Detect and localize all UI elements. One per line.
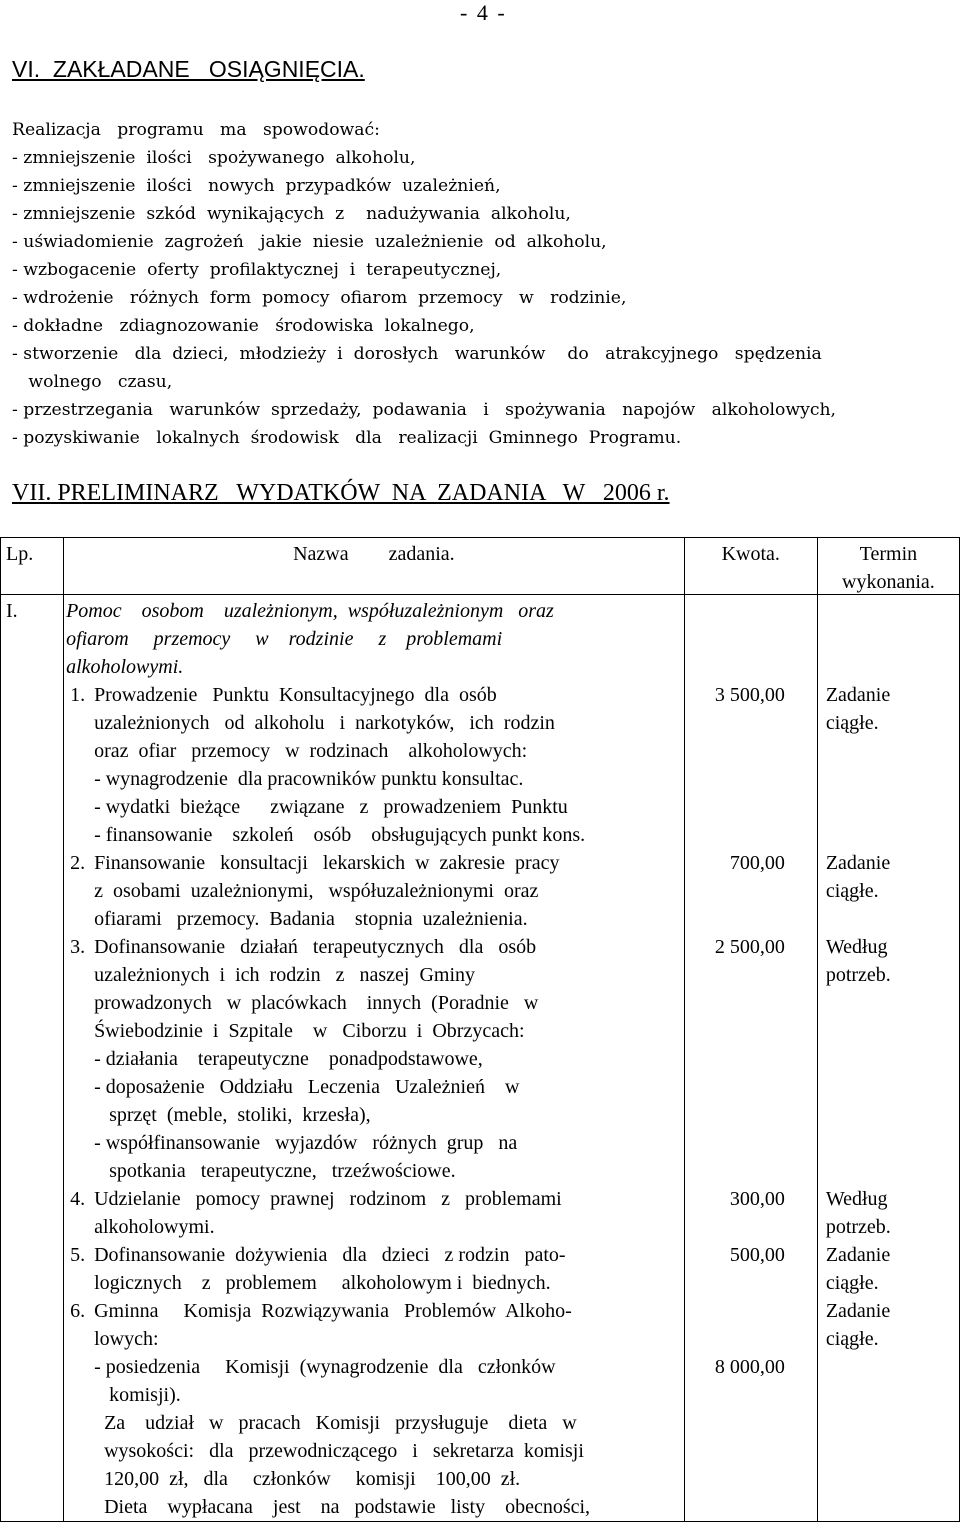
task-line: ofiarami przemocy. Badania stopnia uzależnienia. — [94, 908, 528, 930]
table-row — [1, 595, 960, 1522]
header-term-line: wykonania. — [842, 571, 935, 593]
header-lp: Lp. — [1, 538, 64, 595]
task-line: wysokości: dla przewodniczącego i sekretarza komisji — [94, 1440, 584, 1462]
task-amount: 300,00 — [729, 1188, 785, 1210]
task-amount: 3 500,00 — [714, 684, 785, 706]
body-line: - wdrożenie różnych form pomocy ofiarom przemocy w rodzinie, — [12, 288, 627, 308]
task-number: 4. — [70, 1188, 86, 1210]
task-line: 120,00 zł, dla członków komisji 100,00 zł. — [94, 1468, 521, 1490]
task-term: potrzeb. — [825, 964, 891, 986]
task-amount: 8 000,00 — [714, 1356, 785, 1378]
section-title: Pomoc osobom uzależnionym, współuzależnionym oraz ofiarom przemocy w rodzinie z problemami alkoholowymi. — [66, 600, 554, 678]
section-6-body — [12, 116, 952, 452]
task-line: - doposażenie Oddziału Leczenia Uzależnień w — [94, 1076, 520, 1098]
body-line: - zmniejszenie ilości nowych przypadków uzależnień, — [12, 176, 501, 196]
task-number: 6. — [70, 1300, 86, 1322]
amount-column — [684, 595, 817, 1522]
task-line: Udzielanie pomocy prawnej rodzinom z problemami — [94, 1188, 562, 1210]
header-kwota: Kwota. — [684, 538, 817, 595]
task-item — [66, 1241, 684, 1297]
task-line: - posiedzenia Komisji (wynagrodzenie dla członków — [94, 1356, 556, 1378]
header-name: Nazwa zadania. — [64, 538, 685, 595]
task-line: - współfinansowanie wyjazdów różnych grup na — [94, 1132, 518, 1154]
task-line: Dofinansowanie dożywienia dla dzieci z rodzin pato- — [94, 1244, 566, 1266]
page-number: - 4 - — [460, 0, 507, 25]
body-line: - dokładne zdiagnozowanie środowiska lokalnego, — [12, 316, 475, 336]
task-amount: 500,00 — [729, 1244, 785, 1266]
task-number: 3. — [70, 936, 86, 958]
task-line: - wynagrodzenie dla pracowników punktu konsultac. — [94, 768, 524, 790]
task-item — [66, 933, 684, 1185]
body-line: - zmniejszenie szkód wynikających z nadużywania alkoholu, — [12, 204, 571, 224]
header-term-line: Termin — [859, 543, 918, 565]
task-term: Zadanie — [825, 852, 891, 874]
task-line: alkoholowymi. — [94, 1216, 215, 1238]
task-amount: 700,00 — [729, 852, 785, 874]
task-term: Zadanie — [825, 684, 891, 706]
section-7-heading: VII. PRELIMINARZ WYDATKÓW NA ZADANIA W 2006 r. — [12, 480, 670, 506]
task-line: uzależnionych od alkoholu i narkotyków, ich rodzin — [94, 712, 555, 734]
task-line: lowych: — [94, 1328, 159, 1350]
task-line: spotkania terapeutyczne, trzeźwościowe. — [94, 1160, 456, 1182]
task-line: sprzęt (meble, stoliki, krzesła), — [94, 1104, 371, 1126]
body-line: - stworzenie dla dzieci, młodzieży i dorosłych warunków do atrakcyjnego spędzenia — [12, 344, 822, 364]
task-term: Zadanie — [825, 1244, 891, 1266]
task-amount: 2 500,00 — [714, 936, 785, 958]
task-number: 5. — [70, 1244, 86, 1266]
task-term: Według — [825, 1188, 888, 1210]
task-term: ciągłe. — [825, 1272, 879, 1294]
body-line: - wzbogacenie oferty profilaktycznej i terapeutycznej, — [12, 260, 502, 280]
task-term: potrzeb. — [825, 1216, 891, 1238]
task-line: uzależnionych i ich rodzin z naszej Gminy — [94, 964, 476, 986]
task-line: oraz ofiar przemocy w rodzinach alkoholowych: — [94, 740, 528, 762]
task-line: Świebodzinie i Szpitale w Ciborzu i Obrzycach: — [94, 1020, 525, 1042]
task-item — [66, 849, 684, 933]
task-term: Zadanie — [825, 1300, 891, 1322]
task-list-cell — [64, 595, 685, 1522]
task-line: Dieta wypłacana jest na podstawie listy obecności, — [94, 1496, 591, 1518]
body-line: - uświadomienie zagrożeń jakie niesie uzależnienie od alkoholu, — [12, 232, 607, 252]
task-line: prowadzonych w placówkach innych (Poradnie w — [94, 992, 539, 1014]
body-line: - zmniejszenie ilości spożywanego alkoholu, — [12, 148, 416, 168]
section-6-heading: VI. ZAKŁADANE OSIĄGNIĘCIA. — [12, 56, 365, 82]
task-item — [66, 1297, 684, 1521]
task-line: komisji). — [94, 1384, 181, 1406]
budget-table — [0, 537, 960, 1522]
table-header-row — [1, 538, 960, 595]
task-term: Według — [825, 936, 888, 958]
task-line: z osobami uzależnionymi, współuzależnionymi oraz — [94, 880, 539, 902]
task-line: Dofinansowanie działań terapeutycznych dla osób — [94, 936, 537, 958]
task-term: ciągłe. — [825, 712, 879, 734]
body-line: - pozyskiwanie lokalnych środowisk dla realizacji Gminnego Programu. — [12, 428, 682, 448]
section-lp: I. — [1, 595, 64, 1522]
task-term: ciągłe. — [825, 880, 879, 902]
task-line: Prowadzenie Punktu Konsultacyjnego dla osób — [94, 684, 497, 706]
task-line: - wydatki bieżące związane z prowadzeniem Punktu — [94, 796, 568, 818]
body-line: wolnego czasu, — [12, 372, 173, 392]
task-line: Gminna Komisja Rozwiązywania Problemów Alkoho- — [94, 1300, 572, 1322]
body-line: Realizacja programu ma spowodować: — [12, 120, 380, 140]
task-line: logicznych z problemem alkoholowym i biednych. — [94, 1272, 551, 1294]
task-line: Za udział w pracach Komisji przysługuje dieta w — [94, 1412, 577, 1434]
task-line: Finansowanie konsultacji lekarskich w zakresie pracy — [94, 852, 560, 874]
task-term: ciągłe. — [825, 1328, 879, 1350]
term-column — [817, 595, 959, 1522]
task-line: - finansowanie szkoleń osób obsługujących punkt kons. — [94, 824, 586, 846]
task-item — [66, 1185, 684, 1241]
task-number: 1. — [70, 684, 86, 706]
task-line: - działania terapeutyczne ponadpodstawowe, — [94, 1048, 483, 1070]
task-item — [66, 681, 684, 849]
body-line: - przestrzegania warunków sprzedaży, podawania i spożywania napojów alkoholowych, — [12, 400, 836, 420]
task-number: 2. — [70, 852, 86, 874]
header-term — [817, 538, 959, 595]
